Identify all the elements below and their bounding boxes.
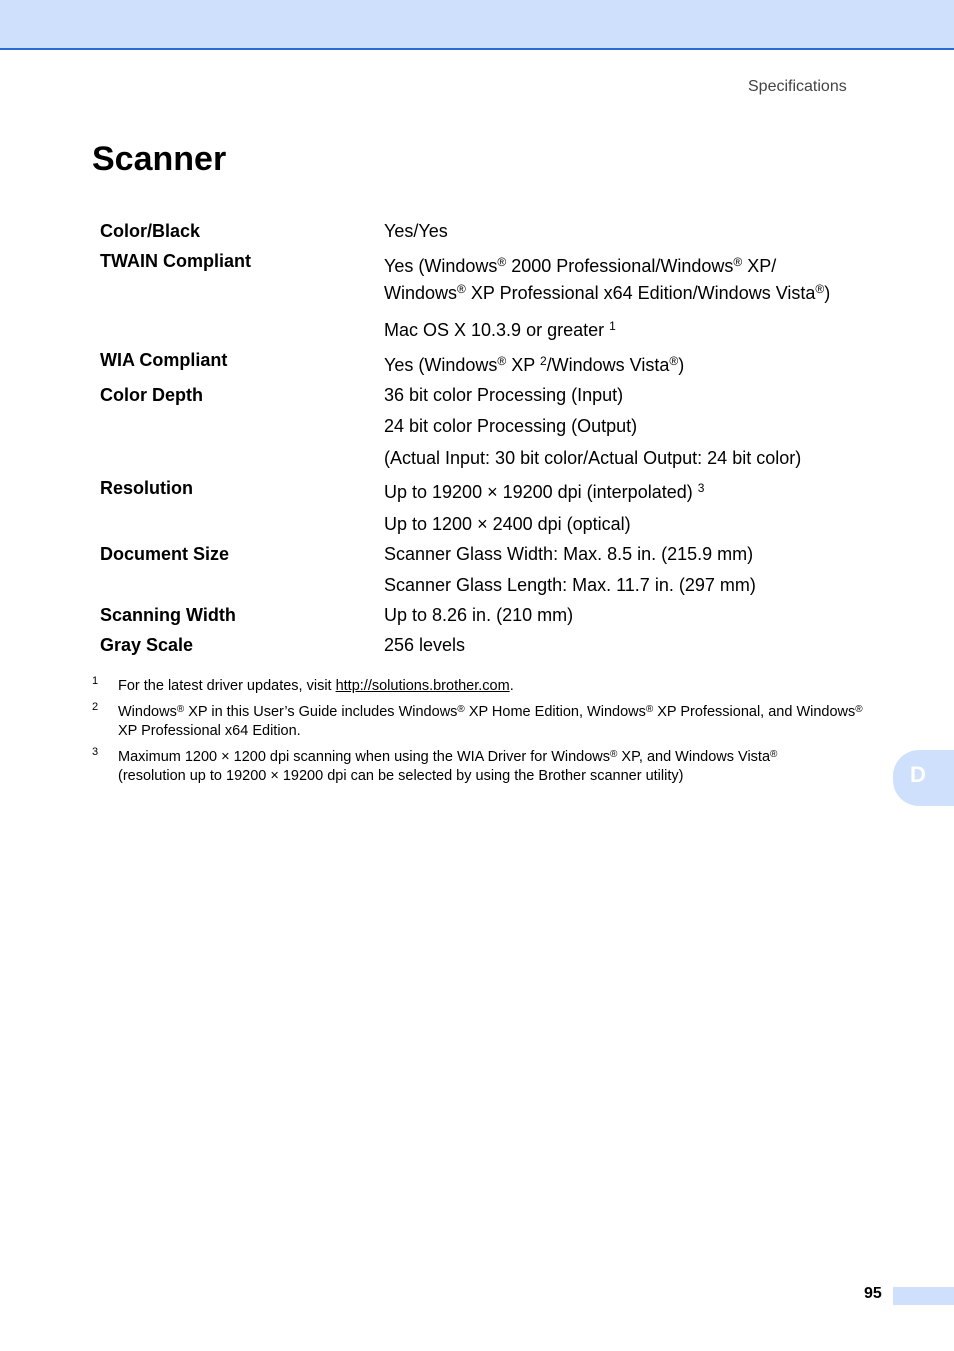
registered-mark: ®	[733, 255, 743, 269]
footnote-ref: 1	[609, 319, 616, 333]
spec-value-scanning-width: Up to 8.26 in. (210 mm)	[384, 605, 574, 625]
registered-mark: ®	[855, 704, 863, 715]
page-number-bar	[893, 1287, 954, 1305]
registered-mark: ®	[457, 704, 465, 715]
spec-value-twain-line1: Yes (Windows® 2000 Professional/Windows® XP/	[384, 255, 777, 276]
spec-value-document-size-line2: Scanner Glass Length: Max. 11.7 in. (297 mm)	[384, 575, 756, 595]
page-number: 95	[864, 1285, 882, 1302]
spec-label-gray-scale: Gray Scale	[100, 635, 194, 655]
footnote-number: 3	[92, 746, 99, 758]
spec-value-gray-scale: 256 levels	[384, 635, 466, 655]
spec-value-twain-line3: Mac OS X 10.3.9 or greater $^1$	[384, 319, 616, 340]
footnote-2-line2: XP Professional x64 Edition.	[118, 723, 301, 739]
footnote-2-line1: Windows® XP in this User’s Guide includes Windows® XP Home Edition, Windows® XP Professional, and Windows®	[118, 704, 863, 720]
footnote-3-line2: (resolution up to 19200 × 19200 dpi can be selected by using the Brother scanner utility)	[118, 768, 684, 784]
spec-value-resolution-line2: Up to 1200 × 2400 dpi (optical)	[384, 514, 631, 534]
spec-value-twain-line2: Windows® XP Professional x64 Edition/Windows Vista®)	[384, 282, 831, 303]
registered-mark: ®	[645, 704, 654, 715]
spec-value-wia: Yes (Windows® XP $^2$/Windows Vista®)	[384, 354, 685, 375]
spec-label-color-black: Color/Black	[100, 221, 201, 241]
spec-value-color-black: Yes/Yes	[384, 221, 448, 241]
running-head: Specifications	[748, 78, 847, 95]
spec-label-scanning-width: Scanning Width	[100, 605, 236, 625]
registered-mark: ®	[176, 704, 185, 715]
footnote-1: For the latest driver updates, visit http://solutions.brother.com.	[118, 678, 514, 694]
driver-updates-link[interactable]: http://solutions.brother.com	[335, 678, 510, 694]
footnote-3-line1: Maximum 1200 × 1200 dpi scanning when using the WIA Driver for Windows® XP, and Windows Vista®	[118, 749, 778, 765]
spec-label-twain: TWAIN Compliant	[100, 251, 251, 271]
spec-label-wia: WIA Compliant	[100, 350, 228, 370]
spec-label-color-depth: Color Depth	[100, 385, 203, 405]
registered-mark: ®	[770, 749, 778, 760]
spec-label-document-size: Document Size	[100, 544, 230, 564]
spec-value-document-size-line1: Scanner Glass Width: Max. 8.5 in. (215.9 mm)	[384, 544, 754, 564]
footnote-ref: 3	[697, 481, 705, 495]
spec-value-resolution-line1: Up to 19200 × 19200 dpi (interpolated) $^3$	[384, 481, 705, 502]
registered-mark: ®	[610, 749, 618, 760]
registered-mark: ®	[497, 255, 507, 269]
spec-label-resolution: Resolution	[100, 478, 193, 498]
registered-mark: ®	[815, 282, 825, 296]
registered-mark: ®	[457, 282, 466, 296]
footnote-number: 1	[92, 675, 99, 687]
footnote-ref: 2	[539, 354, 547, 368]
header-band	[0, 0, 954, 50]
spec-value-color-depth-line2: 24 bit color Processing (Output)	[384, 416, 638, 436]
registered-mark: ®	[669, 354, 679, 368]
spec-value-color-depth-line3: (Actual Input: 30 bit color/Actual Output: 24 bit color)	[384, 448, 802, 468]
chapter-tab-label: D	[910, 762, 926, 787]
page-title: Scanner	[92, 140, 227, 178]
footnote-number: 2	[92, 701, 99, 713]
spec-value-color-depth-line1: 36 bit color Processing (Input)	[384, 385, 624, 405]
registered-mark: ®	[497, 354, 507, 368]
